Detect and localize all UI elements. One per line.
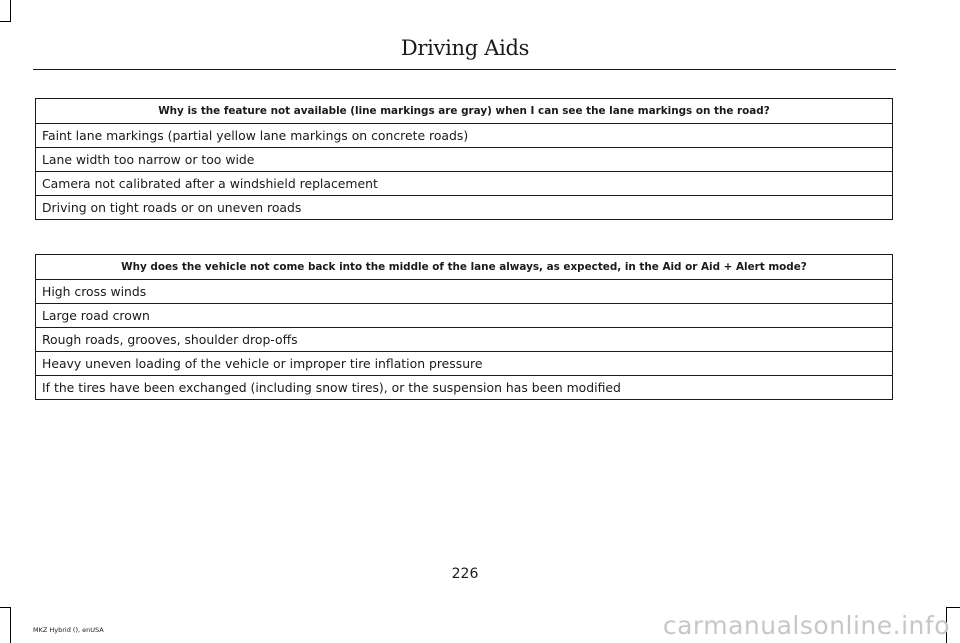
table-row <box>36 280 893 304</box>
watermark: carmanualsonline.info <box>662 611 950 640</box>
table-cell: Driving on tight roads or on uneven roads <box>36 196 893 220</box>
table-header-row <box>36 99 893 124</box>
table-cell: Camera not calibrated after a windshield replacement <box>36 172 893 196</box>
crop-mark-top-left-horizontal <box>0 21 11 22</box>
table-cell: Heavy uneven loading of the vehicle or improper tire inflation pressure <box>36 352 893 376</box>
faq-table-lane-centering <box>35 254 893 400</box>
table-row <box>36 124 893 148</box>
table-cell: If the tires have been exchanged (including snow tires), or the suspension has been modified <box>36 376 893 400</box>
header-divider <box>33 69 896 70</box>
crop-mark-bottom-left-vertical <box>10 607 11 643</box>
crop-mark-bottom-right-horizontal <box>946 607 960 608</box>
table-cell: High cross winds <box>36 280 893 304</box>
table-row <box>36 148 893 172</box>
table-row <box>36 304 893 328</box>
table-cell: Lane width too narrow or too wide <box>36 148 893 172</box>
table-row <box>36 376 893 400</box>
table-question-heading: Why is the feature not available (line markings are gray) when I can see the lane markings on the road? <box>36 99 893 124</box>
table-cell: Rough roads, grooves, shoulder drop-offs <box>36 328 893 352</box>
crop-mark-bottom-left-horizontal <box>0 607 11 608</box>
table-row <box>36 196 893 220</box>
table-cell: Faint lane markings (partial yellow lane markings on concrete roads) <box>36 124 893 148</box>
crop-mark-top-left-vertical <box>10 0 11 22</box>
page-number: 226 <box>451 566 479 582</box>
document-id: MKZ Hybrid (), enUSA <box>33 626 104 634</box>
faq-table-feature-unavailable <box>35 98 893 220</box>
table-header-row <box>36 255 893 280</box>
page-title: Driving Aids <box>400 36 530 60</box>
table-row <box>36 172 893 196</box>
table-row <box>36 352 893 376</box>
table-question-heading: Why does the vehicle not come back into the middle of the lane always, as expected, in the Aid or Aid + Alert mode? <box>36 255 893 280</box>
table-cell: Large road crown <box>36 304 893 328</box>
table-row <box>36 328 893 352</box>
